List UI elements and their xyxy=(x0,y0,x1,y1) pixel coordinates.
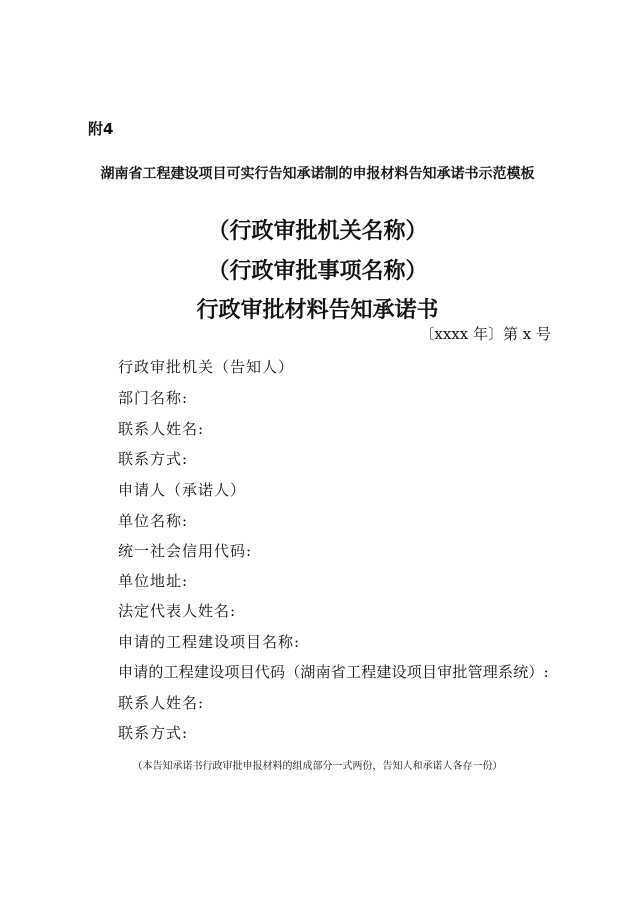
unit-name-field: 单位名称: xyxy=(118,512,189,530)
notifier-contact-method-field: 联系方式: xyxy=(118,450,189,468)
applicant-heading: 申请人（承诺人） xyxy=(118,481,247,499)
matter-name-line: （行政审批事项名称） xyxy=(207,258,428,284)
attachment-label: 附4 xyxy=(88,120,114,138)
notifier-contact-name-field: 联系人姓名: xyxy=(118,420,205,438)
unit-address-field: 单位地址: xyxy=(118,572,189,590)
project-code-field: 申请的工程建设项目代码（湖南省工程建设项目审批管理系统）: xyxy=(118,663,549,681)
document-title: 行政审批材料告知承诺书 xyxy=(196,297,439,323)
footnote: （本告知承诺书行政审批申报材料的组成部分一式两份，告知人和承诺人各存一份） xyxy=(132,761,503,772)
project-name-field: 申请的工程建设项目名称: xyxy=(118,633,301,651)
department-field: 部门名称: xyxy=(118,389,189,407)
document-number: 〔xxxx 年〕第 x 号 xyxy=(419,325,551,343)
agency-name-line: （行政审批机关名称） xyxy=(207,218,428,244)
credit-code-field: 统一社会信用代码: xyxy=(118,542,253,560)
applicant-contact-name-field: 联系人姓名: xyxy=(118,694,205,712)
applicant-contact-method-field: 联系方式: xyxy=(118,724,189,742)
notifier-heading: 行政审批机关（告知人） xyxy=(118,358,295,376)
legal-rep-field: 法定代表人姓名: xyxy=(118,602,237,620)
template-title: 湖南省工程建设项目可实行告知承诺制的申报材料告知承诺书示范模板 xyxy=(100,166,535,182)
